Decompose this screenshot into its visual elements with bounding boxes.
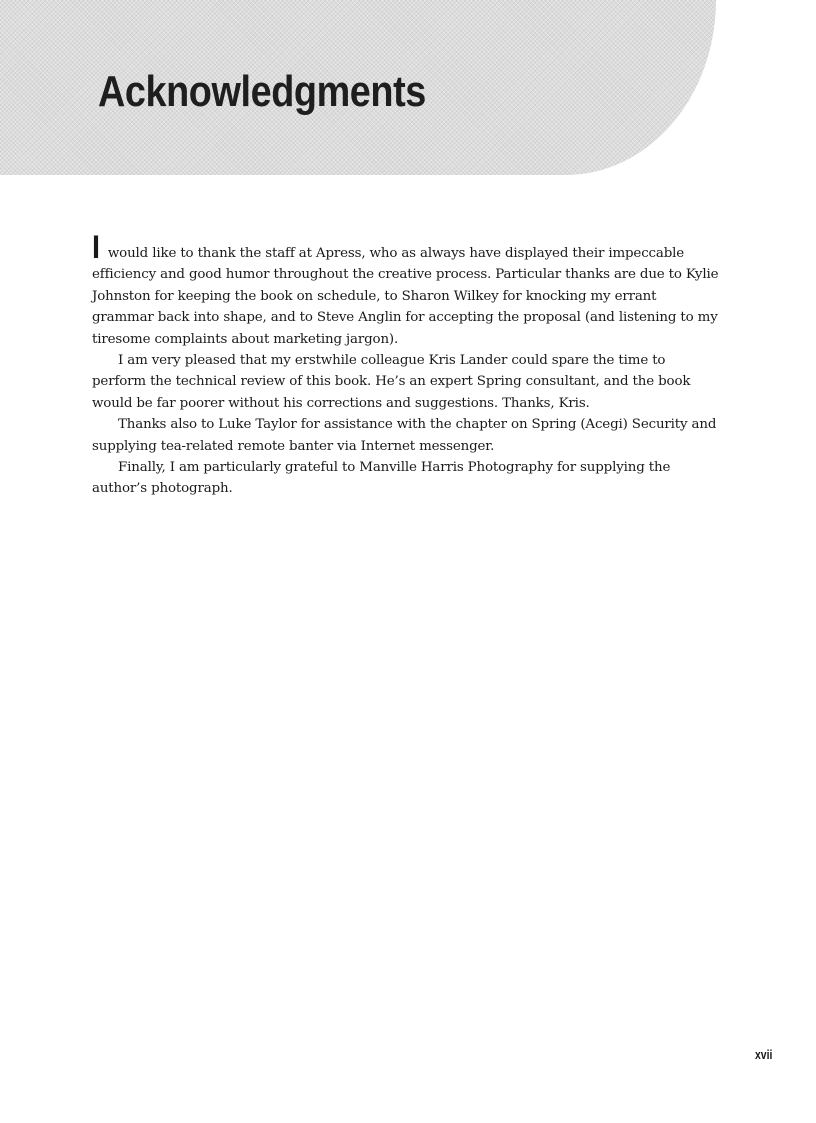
page-number: xvii xyxy=(755,1047,773,1062)
paragraph-4: Finally, I am particularly grateful to Manville Harris Photography for supplying the author’s photograph. xyxy=(92,460,671,497)
drop-cap: I xyxy=(92,229,100,265)
paragraph-1 xyxy=(92,229,720,350)
body-text xyxy=(92,229,720,500)
paragraph-3: Thanks also to Luke Taylor for assistance with the chapter on Spring (Acegi) Security and supplying tea-related remote banter via Internet messenger. xyxy=(92,417,717,454)
chapter-title: Acknowledgments xyxy=(98,67,426,116)
paragraph-2: I am very pleased that my erstwhile colleague Kris Lander could spare the time to perform the technical review of this book. He’s an expert Spring consultant, and the book would be far poorer without his corrections and suggestions. Thanks, Kris. xyxy=(92,353,691,411)
paragraph-1-text: would like to thank the staff at Apress, who as always have displayed their impeccable efficiency and good humor throughout the creative process. Particular thanks are due to Kylie Johnston for keeping the book on schedule, to Sharon Wilkey for knocking my errant grammar back into shape, and to Steve Anglin for accepting the proposal (and listening to my tiresome complaints about marketing jargon). xyxy=(92,246,719,347)
